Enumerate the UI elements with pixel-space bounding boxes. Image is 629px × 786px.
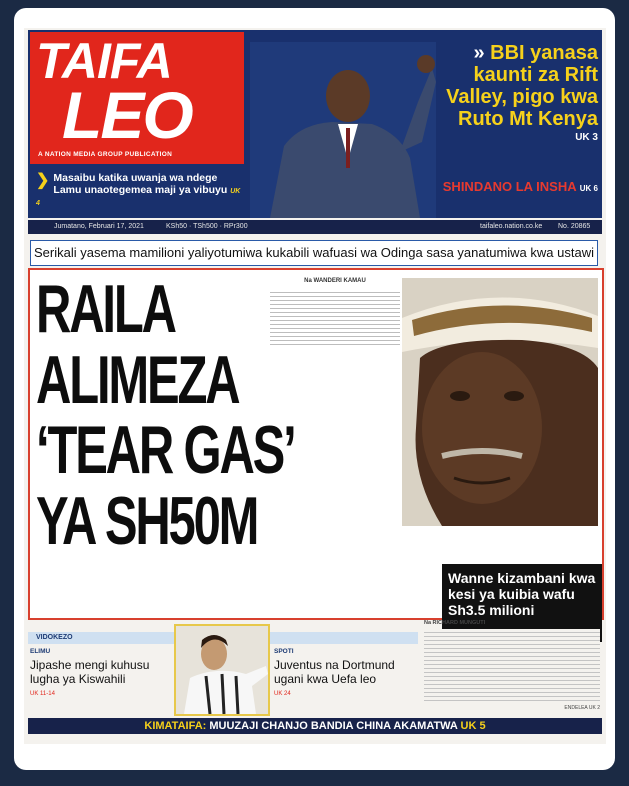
issue-number: No. 20865	[558, 223, 591, 230]
body-text-lines	[424, 629, 600, 701]
double-chevron-icon: »	[473, 42, 485, 64]
spoti-page: UK 24	[274, 690, 291, 697]
spoti-text: Juventus na Dortmund ugani kwa Uefa leo	[274, 658, 395, 686]
lamu-teaser-page: UK 4	[36, 188, 241, 208]
publisher-line: A NATION MEDIA GROUP PUBLICATION	[38, 151, 173, 158]
ruto-photo	[250, 42, 436, 218]
footer-label: KIMATAIFA:	[144, 720, 207, 732]
logo-line2: LEO	[62, 78, 192, 152]
elimu-label: ELIMU	[30, 648, 51, 655]
lamu-teaser	[36, 172, 246, 208]
headline-line: YA SH50M	[36, 482, 258, 559]
raila-photo	[402, 278, 598, 526]
spoti-teaser	[274, 648, 414, 697]
insha-page: UK 6	[579, 184, 598, 193]
kicker-line: Serikali yasema mamilioni yaliyotumiwa kukabili wafuasi wa Odinga sasa yanatumiwa kwa ustawi	[30, 240, 598, 266]
elimu-text: Jipashe mengi kuhusu lugha ya Kiswahili	[30, 658, 150, 686]
issue-date: Jumatano, Februari 17, 2021	[54, 223, 144, 230]
side-story-text	[424, 620, 600, 712]
elimu-page: UK 11-14	[30, 690, 55, 697]
continued-label: ENDELEA UK 2	[564, 705, 600, 712]
website: taifaleo.nation.co.ke	[480, 223, 543, 230]
body-text-lines	[270, 289, 400, 347]
footer-text: MUUZAJI CHANJO BANDIA CHINA AKAMATWA	[209, 720, 458, 732]
taifa-leo-logo	[30, 32, 244, 164]
logo-line1: TAIFA	[36, 33, 172, 89]
chevron-icon: ❯	[36, 172, 50, 189]
headline-line: ‘TEAR GAS’	[36, 412, 295, 489]
lead-story-text	[270, 278, 400, 347]
headline-line: ALIMEZA	[36, 341, 239, 418]
price-list: KSh50 · TSh500 · RPr300	[166, 223, 248, 230]
bbi-teaser-text: BBI yanasa kaunti za Rift Valley, pigo kwa Ruto Mt Kenya	[446, 42, 598, 130]
newspaper-page	[24, 28, 606, 744]
bbi-teaser	[416, 42, 598, 143]
vidokezo-bar: VIDOKEZO	[28, 632, 418, 644]
side-story-box: Wanne kizambani kwa kesi ya kuibia wafu Sh3.5 milioni	[442, 564, 602, 642]
bbi-teaser-page: UK 3	[575, 132, 598, 143]
lead-headline	[36, 271, 295, 560]
insha-text: SHINDANO LA INSHA	[442, 179, 577, 194]
ronaldo-photo	[174, 624, 270, 716]
lead-byline: Na WANDERI KAMAU	[304, 278, 366, 284]
spoti-label: SPOTI	[274, 648, 294, 655]
masthead	[28, 30, 602, 218]
elimu-teaser	[30, 648, 170, 697]
footer-banner	[28, 718, 602, 734]
lead-story	[28, 268, 604, 620]
headline-line: RAILA	[36, 271, 175, 347]
insha-teaser	[416, 180, 598, 193]
dateline-bar	[28, 220, 602, 234]
side-byline: Na RICHARD MUNGUTI	[424, 620, 486, 626]
footer-page: UK 5	[460, 720, 486, 732]
lamu-teaser-text: Masaibu katika uwanja wa ndege Lamu unaotegemea maji ya vibuyu	[53, 172, 228, 197]
